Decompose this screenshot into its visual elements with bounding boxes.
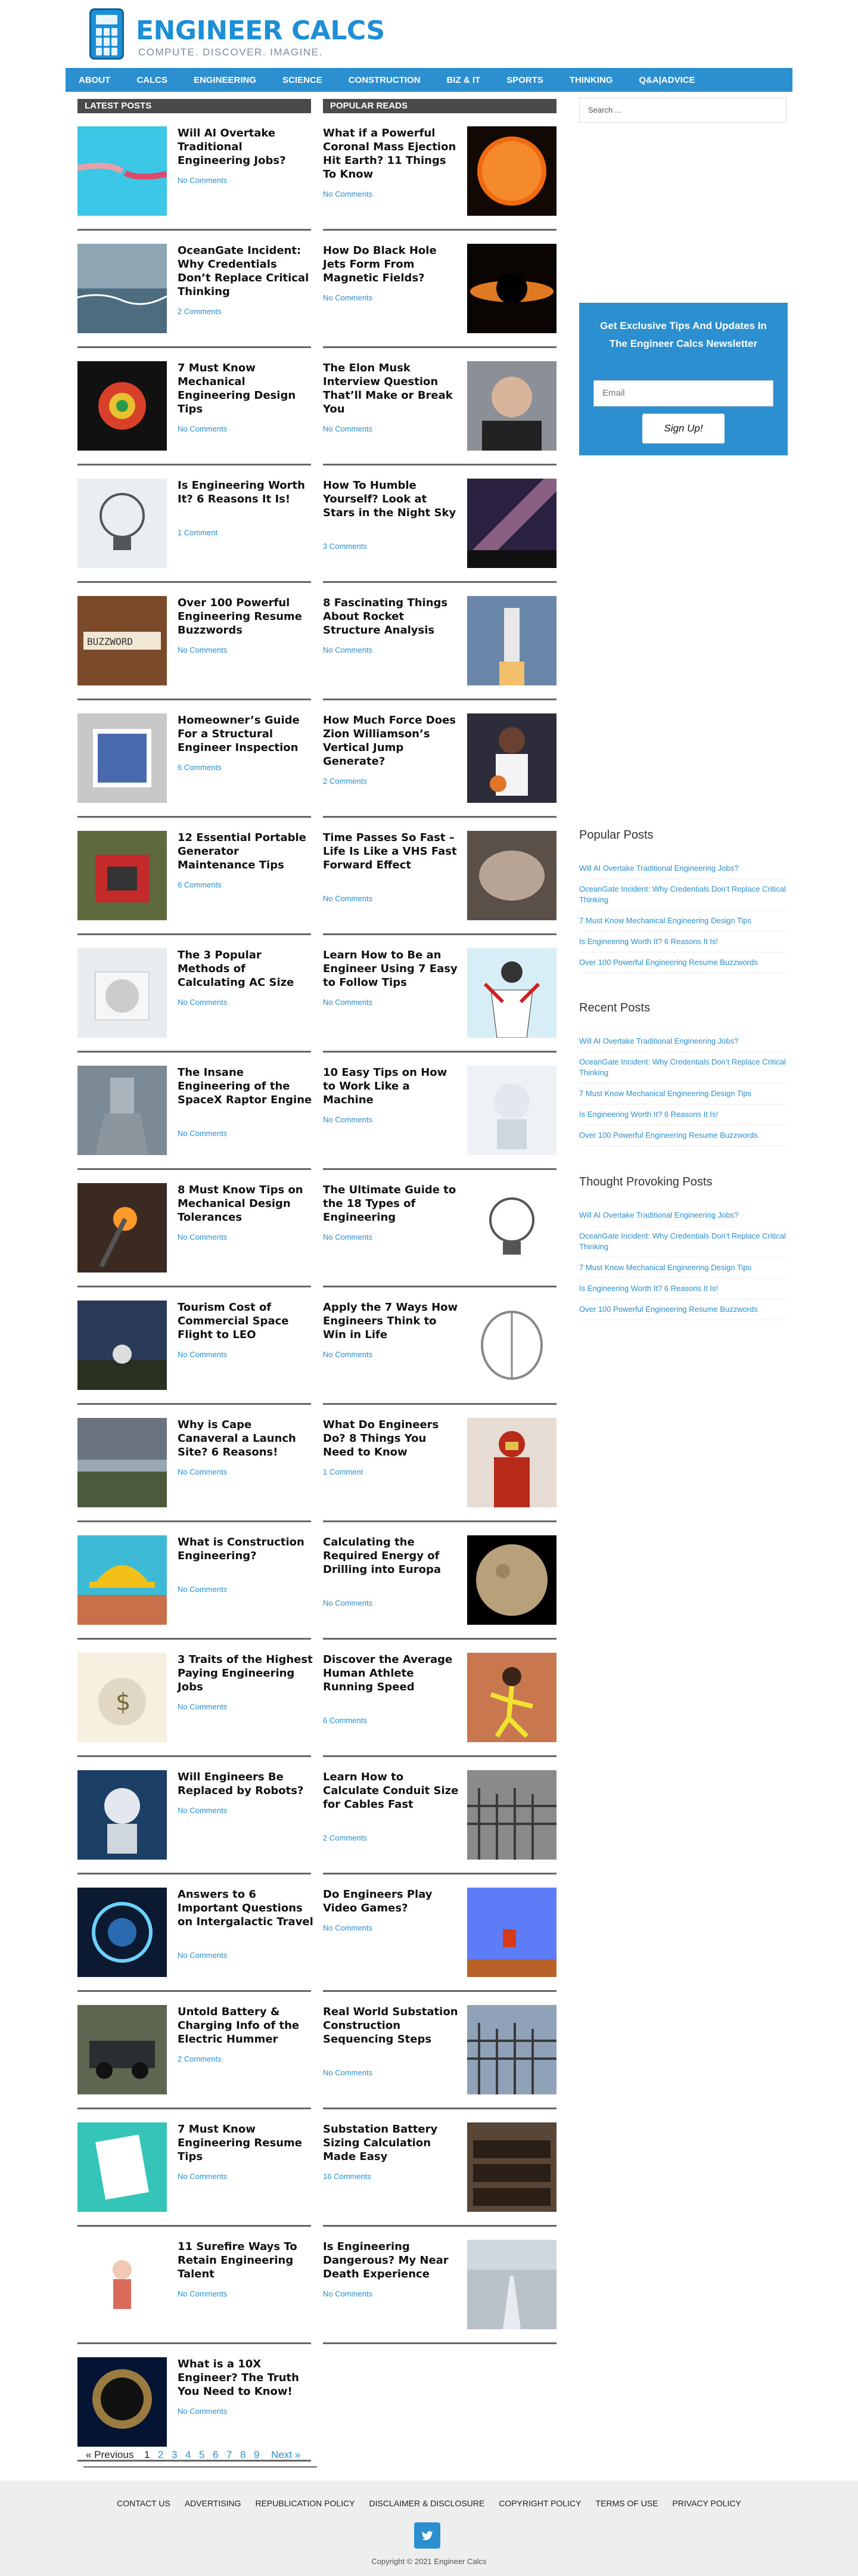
post-title[interactable]: 7 Must Know Engineering Resume Tips (178, 2123, 302, 2163)
pagination-page[interactable]: 5 (199, 2449, 205, 2460)
thought-provoking-list (579, 1205, 786, 1320)
sidebar-post-link[interactable]: Is Engineering Worth It? 6 Reasons It Is! (579, 932, 786, 952)
sidebar-post-link[interactable]: Will AI Overtake Traditional Engineering Jobs? (579, 1031, 786, 1052)
post-divider (323, 229, 557, 231)
robot-hand-icon[interactable] (77, 1770, 167, 1860)
post-comments-link[interactable]: No Comments (178, 1702, 228, 1711)
pagination (77, 2444, 311, 2468)
footer-link[interactable]: REPUBLICATION POLICY (255, 2499, 355, 2508)
post-comments-link[interactable]: No Comments (323, 190, 373, 198)
post-comments-link[interactable]: No Comments (178, 1129, 228, 1138)
blackhole-icon[interactable] (467, 244, 557, 333)
pagination-page[interactable]: 8 (240, 2449, 246, 2460)
post-comments-link[interactable]: No Comments (178, 2172, 228, 2181)
post-comments-link[interactable]: No Comments (323, 1115, 373, 1124)
conduit-icon[interactable] (467, 1770, 557, 1860)
post-title[interactable]: Calculating the Required Energy of Drilling into Europa (323, 1536, 442, 1576)
nav-item[interactable]: CONSTRUCTION (348, 75, 421, 85)
post-title[interactable]: Is Engineering Dangerous? My Near Death Experience (323, 2240, 449, 2280)
pagination-next[interactable]: Next » (271, 2449, 301, 2460)
blocks-icon[interactable] (77, 596, 167, 685)
footer-link[interactable]: DISCLAIMER & DISCLOSURE (369, 2499, 485, 2508)
post-card (323, 361, 557, 478)
substation-icon[interactable] (467, 2005, 557, 2094)
post-divider (77, 2225, 311, 2227)
post-title[interactable]: Learn How to Be an Engineer Using 7 Easy to Follow Tips (323, 949, 458, 989)
post-comments-link[interactable]: 2 Comments (178, 2054, 222, 2063)
post-title[interactable]: 3 Traits of the Highest Paying Engineering Jobs (178, 1653, 313, 1693)
post-title[interactable]: How Do Black Hole Jets Form From Magnetic Fields? (323, 244, 437, 284)
post-comments-link[interactable]: 1 Comment (178, 528, 218, 537)
truck-icon[interactable] (77, 2005, 167, 2094)
svg-text:$: $ (116, 1689, 131, 1716)
sidebar-post-link[interactable]: Over 100 Powerful Engineering Resume Buzzwords (579, 952, 786, 973)
post-divider (323, 1286, 557, 1287)
post-title[interactable]: Untold Battery & Charging Info of the Electric Hummer (178, 2006, 300, 2046)
post-comments-link[interactable]: No Comments (323, 998, 373, 1007)
post-divider (323, 1990, 557, 1992)
post-title[interactable]: Substation Battery Sizing Calculation Made Easy (323, 2123, 438, 2163)
post-divider (77, 699, 311, 700)
post-comments-link[interactable]: No Comments (323, 1233, 373, 1242)
post-comments-link[interactable]: No Comments (178, 176, 228, 185)
svg-text:BUZZWORD: BUZZWORD (87, 636, 133, 647)
post-card (323, 1066, 557, 1183)
post-title[interactable]: Real World Substation Construction Sequencing Steps (323, 2006, 458, 2046)
calculator-logo-icon[interactable] (89, 8, 124, 60)
milkyway-icon[interactable] (467, 479, 557, 568)
post-title[interactable]: OceanGate Incident: Why Credentials Don’t Replace Critical Thinking (178, 244, 309, 298)
post-comments-link[interactable]: No Comments (178, 1951, 228, 1960)
post-divider (77, 2342, 311, 2344)
post-card (77, 1301, 311, 1417)
post-comments-link[interactable]: No Comments (323, 1350, 373, 1359)
nav-item[interactable]: SPORTS (506, 75, 543, 85)
post-comments-link[interactable]: No Comments (323, 1923, 373, 1932)
sidebar-post-link[interactable]: OceanGate Incident: Why Credentials Don’t Replace Critical Thinking (579, 879, 786, 911)
post-title[interactable]: The Ultimate Guide to the 18 Types of Engineering (323, 1184, 456, 1224)
post-title[interactable]: Learn How to Calculate Conduit Size for Cables Fast (323, 1771, 459, 1811)
popular-posts-heading: Popular Posts (579, 828, 654, 842)
post-comments-link[interactable]: No Comments (178, 2407, 228, 2416)
post-title[interactable]: What Do Engineers Do? 8 Things You Need to Know (323, 1419, 439, 1458)
nav-item[interactable]: Q&A|ADVICE (639, 75, 695, 85)
post-divider (77, 464, 311, 465)
pagination-page[interactable]: 9 (254, 2449, 260, 2460)
post-comments-link[interactable]: 6 Comments (178, 880, 222, 889)
post-card (77, 713, 311, 830)
gears-icon[interactable] (77, 361, 167, 451)
post-divider (77, 933, 311, 935)
post-card (323, 1418, 557, 1535)
post-title[interactable]: Do Engineers Play Video Games? (323, 1888, 433, 1914)
post-card (77, 2005, 311, 2122)
runner-icon[interactable] (467, 1653, 557, 1742)
post-card (77, 479, 311, 595)
post-card (323, 831, 557, 948)
post-comments-link[interactable]: 2 Comments (323, 777, 367, 786)
post-comments-link[interactable]: 3 Comments (323, 542, 367, 551)
post-comments-link[interactable]: No Comments (323, 894, 373, 903)
post-divider (77, 2108, 311, 2109)
post-card (77, 1770, 311, 1887)
post-card (77, 1066, 311, 1183)
post-card (323, 1535, 557, 1652)
post-title[interactable]: Will AI Overtake Traditional Engineering Jobs? (178, 127, 286, 167)
post-title[interactable]: 8 Fascinating Things About Rocket Structure Analysis (323, 597, 448, 637)
post-comments-link[interactable]: 16 Comments (323, 2172, 371, 2181)
post-divider (323, 1051, 557, 1053)
post-card (77, 2122, 311, 2239)
sidebar-post-link[interactable]: 7 Must Know Mechanical Engineering Design Tips (579, 1084, 786, 1104)
post-comments-link[interactable]: No Comments (323, 2289, 373, 2298)
basketball-icon[interactable] (467, 713, 557, 803)
space-icon[interactable] (77, 1301, 167, 1390)
post-card (323, 2240, 557, 2357)
search-input[interactable]: Search ... (579, 98, 786, 123)
post-title[interactable]: Will Engineers Be Replaced by Robots? (178, 1771, 304, 1797)
mario-icon[interactable] (467, 1888, 557, 1977)
sidebar-post-link[interactable]: Over 100 Powerful Engineering Resume Buzzwords (579, 1125, 786, 1146)
post-title[interactable]: 8 Must Know Tips on Mechanical Design Tolerances (178, 1184, 303, 1224)
nav-item[interactable]: CALCS (136, 75, 167, 85)
post-title[interactable]: What is Construction Engineering? (178, 1536, 304, 1562)
post-comments-link[interactable]: 1 Comment (323, 1467, 363, 1476)
window-icon[interactable] (77, 713, 167, 803)
pagination-previous[interactable]: « Previous (86, 2449, 134, 2460)
post-comments-link[interactable]: No Comments (178, 645, 228, 654)
shuttle-icon[interactable] (467, 596, 557, 685)
post-title[interactable]: Apply the 7 Ways How Engineers Think to Win in Life (323, 1301, 458, 1341)
post-comments-link[interactable]: 2 Comments (178, 307, 222, 316)
post-comments-link[interactable]: No Comments (178, 1806, 228, 1815)
post-comments-link[interactable]: No Comments (178, 1233, 228, 1242)
post-card (77, 1183, 311, 1300)
latest-posts-label: LATEST POSTS (77, 99, 311, 113)
post-card (77, 831, 311, 948)
nav-item[interactable]: SCIENCE (282, 75, 322, 85)
gear-bulb-icon[interactable] (467, 1183, 557, 1273)
post-divider (77, 1638, 311, 1640)
post-comments-link[interactable]: No Comments (178, 1585, 228, 1594)
post-divider (77, 1051, 311, 1053)
post-divider (323, 581, 557, 583)
nav-item[interactable]: ENGINEERING (194, 75, 257, 85)
thought-provoking-heading: Thought Provoking Posts (579, 1175, 713, 1188)
post-comments-link[interactable]: No Comments (178, 998, 228, 1007)
site-tagline: COMPUTE. DISCOVER. IMAGINE. (138, 46, 323, 58)
paper-icon[interactable] (77, 2122, 167, 2212)
post-divider (323, 1638, 557, 1640)
hero-icon[interactable] (467, 948, 557, 1038)
post-comments-link[interactable]: No Comments (323, 645, 373, 654)
engine-icon[interactable] (77, 1066, 167, 1155)
recent-posts-list (579, 1031, 786, 1146)
post-divider (323, 699, 557, 700)
post-divider (323, 346, 557, 348)
recent-posts-heading: Recent Posts (579, 1001, 650, 1014)
post-comments-link[interactable]: 6 Comments (178, 763, 222, 772)
post-card (323, 126, 557, 243)
post-comments-link[interactable]: No Comments (178, 1467, 228, 1476)
main-nav (66, 68, 792, 92)
post-divider (77, 346, 311, 348)
sidebar-post-link[interactable]: Is Engineering Worth It? 6 Reasons It Is! (579, 1278, 786, 1299)
post-divider (77, 1520, 311, 1522)
post-title[interactable]: The Insane Engineering of the SpaceX Raptor Engine (178, 1066, 312, 1106)
moneybag-icon[interactable] (77, 1653, 167, 1742)
post-card (77, 126, 311, 243)
snowroad-icon[interactable] (467, 2240, 557, 2329)
sidebar-post-link[interactable]: Over 100 Powerful Engineering Resume Buzzwords (579, 1299, 786, 1320)
post-title[interactable]: 10 Easy Tips on How to Work Like a Machine (323, 1066, 447, 1106)
post-divider (77, 229, 311, 231)
post-title[interactable]: Answers to 6 Important Questions on Intergalactic Travel (178, 1888, 313, 1928)
post-card (323, 244, 557, 361)
post-title[interactable]: Homeowner’s Guide For a Structural Engineer Inspection (178, 714, 300, 754)
newsletter-widget (579, 303, 788, 455)
post-comments-link[interactable]: No Comments (323, 2068, 373, 2077)
batteries-icon[interactable] (467, 2122, 557, 2212)
post-card (323, 713, 557, 830)
site-title[interactable]: ENGINEER CALCS (136, 15, 385, 46)
footer-links (0, 2499, 858, 2508)
footer-link[interactable]: TERMS OF USE (595, 2499, 658, 2508)
welding-icon[interactable] (77, 1183, 167, 1273)
post-card (323, 596, 557, 713)
post-title[interactable]: Why is Cape Canaveral a Launch Site? 6 Reasons! (178, 1419, 296, 1458)
sidebar-post-link[interactable]: Will AI Overtake Traditional Engineering Jobs? (579, 858, 786, 879)
post-title[interactable]: How To Humble Yourself? Look at Stars in the Night Sky (323, 479, 456, 519)
post-card (323, 2122, 557, 2239)
sidebar-post-link[interactable]: OceanGate Incident: Why Credentials Don’t Replace Critical Thinking (579, 1226, 786, 1258)
post-card (77, 2240, 311, 2357)
post-card (323, 1770, 557, 1887)
sidebar-post-link[interactable]: Will AI Overtake Traditional Engineering Jobs? (579, 1205, 786, 1226)
post-comments-link[interactable]: No Comments (178, 424, 228, 433)
brain-icon[interactable] (467, 1301, 557, 1390)
nav-item[interactable]: THINKING (569, 75, 613, 85)
post-card (323, 479, 557, 595)
post-title[interactable]: What if a Powerful Coronal Mass Ejection Hit Earth? 11 Things To Know (323, 127, 456, 181)
post-divider (77, 1286, 311, 1287)
post-comments-link[interactable]: No Comments (323, 424, 373, 433)
post-divider (77, 1403, 311, 1405)
footer-link[interactable]: CONTACT US (117, 2499, 170, 2508)
site-footer (0, 2481, 858, 2576)
newsletter-signup-button[interactable]: Sign Up! (642, 414, 725, 443)
pagination-page[interactable]: 4 (185, 2449, 191, 2460)
popular-reads-label: POPULAR READS (323, 99, 557, 113)
pagination-page[interactable]: 2 (158, 2449, 164, 2460)
post-divider (77, 1168, 311, 1170)
post-card (323, 1653, 557, 1770)
post-title[interactable]: 12 Essential Portable Generator Maintenance Tips (178, 831, 306, 871)
post-card (77, 361, 311, 478)
post-title[interactable]: The Elon Musk Interview Question That’ll Make or Break You (323, 362, 453, 415)
post-divider (77, 816, 311, 818)
post-title[interactable]: Tourism Cost of Commercial Space Flight to LEO (178, 1301, 289, 1341)
post-card (77, 596, 311, 713)
post-divider (323, 1403, 557, 1405)
sidebar-post-link[interactable]: Is Engineering Worth It? 6 Reasons It Is! (579, 1104, 786, 1125)
post-card (323, 948, 557, 1065)
post-divider (323, 2342, 557, 2344)
post-comments-link[interactable]: No Comments (323, 293, 373, 302)
generator-icon[interactable] (77, 831, 167, 920)
post-divider (323, 2225, 557, 2227)
portrait-icon[interactable] (467, 361, 557, 451)
ironman-icon[interactable] (467, 1418, 557, 1507)
post-card (323, 1183, 557, 1300)
post-title[interactable]: 11 Surefire Ways To Retain Engineering Talent (178, 2240, 297, 2280)
post-title[interactable]: Discover the Average Human Athlete Running Speed (323, 1653, 453, 1693)
post-card (77, 244, 311, 361)
android-icon[interactable] (467, 1066, 557, 1155)
bulb-icon[interactable] (77, 479, 167, 568)
launchsite-icon[interactable] (77, 1418, 167, 1507)
post-comments-link[interactable]: No Comments (178, 1350, 228, 1359)
post-card (323, 1301, 557, 1417)
post-divider (77, 581, 311, 583)
pagination-page[interactable]: 7 (226, 2449, 232, 2460)
post-title[interactable]: Over 100 Powerful Engineering Resume Buzzwords (178, 597, 302, 637)
site-header (66, 0, 792, 67)
post-title[interactable]: What is a 10X Engineer? The Truth You Need to Know! (178, 2358, 299, 2398)
head-glow-icon[interactable] (77, 2357, 167, 2447)
post-divider (323, 1755, 557, 1757)
post-divider (77, 1990, 311, 1992)
post-card (77, 1418, 311, 1535)
nav-item[interactable]: BIZ & IT (446, 75, 481, 85)
post-divider (77, 1873, 311, 1874)
post-card (77, 1535, 311, 1652)
post-card (323, 2005, 557, 2122)
newsletter-email-field[interactable]: Email (593, 380, 773, 406)
post-divider (323, 1873, 557, 1874)
post-card (77, 948, 311, 1065)
thinker-icon[interactable] (77, 2240, 167, 2329)
copyright: Copyright © 2021 Engineer Calcs (371, 2557, 487, 2566)
post-divider (323, 816, 557, 818)
post-divider (77, 1755, 311, 1757)
post-divider (323, 464, 557, 465)
post-comments-link[interactable]: No Comments (178, 2289, 228, 2298)
ocean-icon[interactable] (77, 244, 167, 333)
pagination-page[interactable]: 1 (144, 2449, 150, 2460)
sidebar-post-link[interactable]: 7 Must Know Mechanical Engineering Design Tips (579, 911, 786, 932)
post-card (77, 1888, 311, 2004)
post-divider (323, 933, 557, 935)
post-card (77, 1653, 311, 1770)
nav-item[interactable]: ABOUT (79, 75, 111, 85)
post-divider (323, 1168, 557, 1170)
post-title[interactable]: 7 Must Know Mechanical Engineering Design Tips (178, 362, 296, 415)
post-title[interactable]: How Much Force Does Zion Williamson’s Vertical Jump Generate? (323, 714, 456, 768)
newsletter-title: Get Exclusive Tips And Updates In The Engineer Calcs Newsletter (600, 320, 767, 349)
post-divider (323, 2108, 557, 2109)
post-title[interactable]: Time Passes So Fast – Life Is Like a VHS Fast Forward Effect (323, 831, 457, 871)
post-divider (323, 1520, 557, 1522)
sun-icon[interactable] (467, 126, 557, 216)
post-comments-link[interactable]: No Comments (323, 1599, 373, 1607)
twitter-icon[interactable] (414, 2522, 440, 2549)
pagination-page[interactable]: 3 (172, 2449, 178, 2460)
portal-icon[interactable] (77, 1888, 167, 1977)
hands-icon[interactable] (77, 126, 167, 216)
hands-old-icon[interactable] (467, 831, 557, 920)
post-comments-link[interactable]: 6 Comments (323, 1716, 367, 1725)
footer-link[interactable]: PRIVACY POLICY (672, 2499, 741, 2508)
post-card (323, 1888, 557, 2004)
moon-icon[interactable] (467, 1535, 557, 1625)
hardhat-icon[interactable] (77, 1535, 167, 1625)
post-title[interactable]: Is Engineering Worth It? 6 Reasons It Is! (178, 479, 305, 505)
footer-link[interactable]: COPYRIGHT POLICY (499, 2499, 582, 2508)
footer-link[interactable]: ADVERTISING (184, 2499, 241, 2508)
post-comments-link[interactable]: 2 Comments (323, 1833, 367, 1842)
sidebar-post-link[interactable]: OceanGate Incident: Why Credentials Don’t Replace Critical Thinking (579, 1052, 786, 1084)
post-title[interactable]: The 3 Popular Methods of Calculating AC Size (178, 949, 294, 989)
sidebar-post-link[interactable]: 7 Must Know Mechanical Engineering Design Tips (579, 1258, 786, 1278)
pagination-page[interactable]: 6 (213, 2449, 219, 2460)
ac-unit-icon[interactable] (77, 948, 167, 1038)
popular-posts-list (579, 858, 786, 973)
